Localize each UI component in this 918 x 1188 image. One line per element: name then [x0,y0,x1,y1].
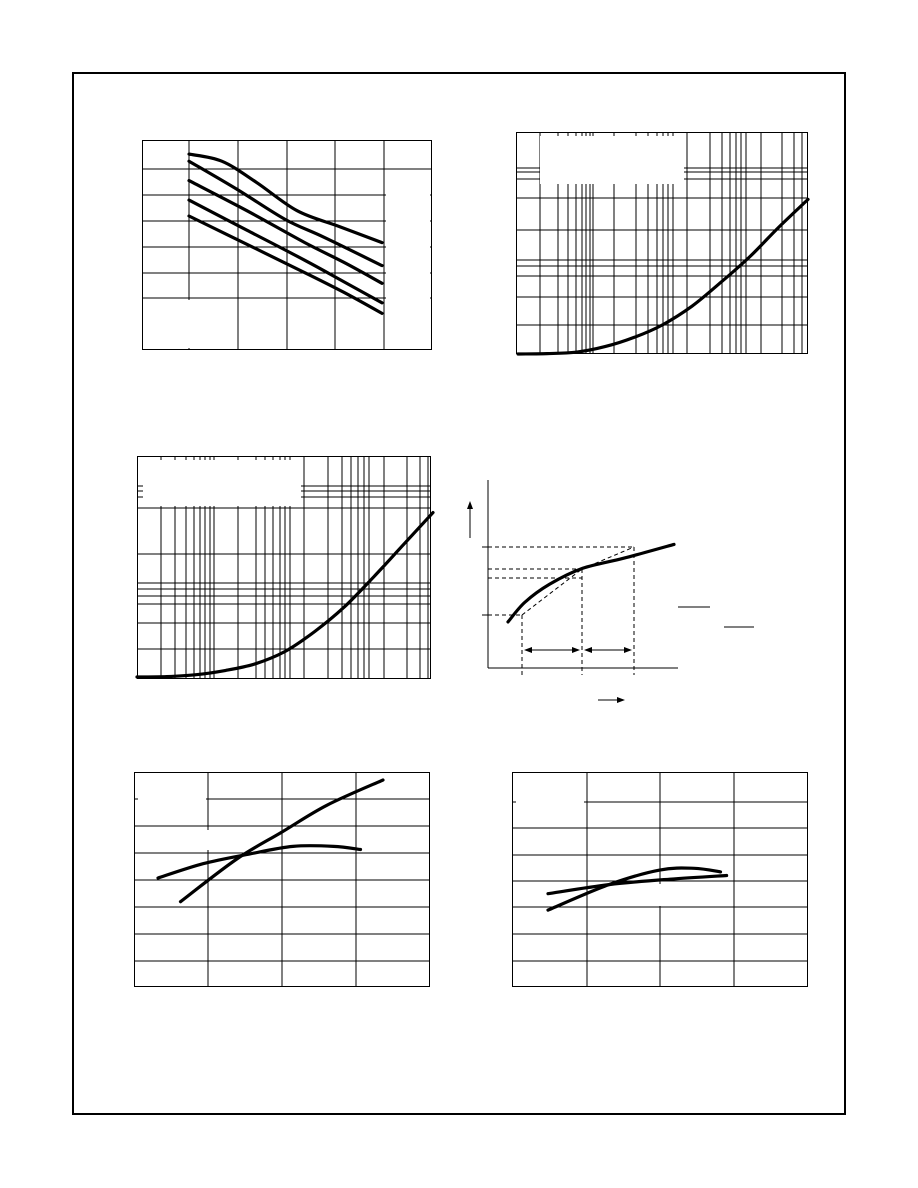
chart-4-interval-arrows [524,647,632,653]
chart-5-label-masks [138,775,216,850]
chart-2-label-masks [540,136,684,184]
chart-4-formula-bars [678,607,754,627]
chart-6-label-masks [516,775,726,906]
chart-5-series-2-line [158,846,361,878]
chart-4-axes [467,480,678,703]
chart-1-series [189,154,382,313]
chart-4-series [508,544,674,622]
chart-2 [516,132,810,356]
chart-1 [142,140,434,352]
chart-3-label-masks [143,460,301,506]
chart-5 [134,772,432,989]
chart-4-guides [482,547,634,675]
chart-6 [512,772,810,989]
chart-3 [137,456,433,681]
chart-4 [462,470,762,710]
chart-4-series-1-line [508,544,674,622]
